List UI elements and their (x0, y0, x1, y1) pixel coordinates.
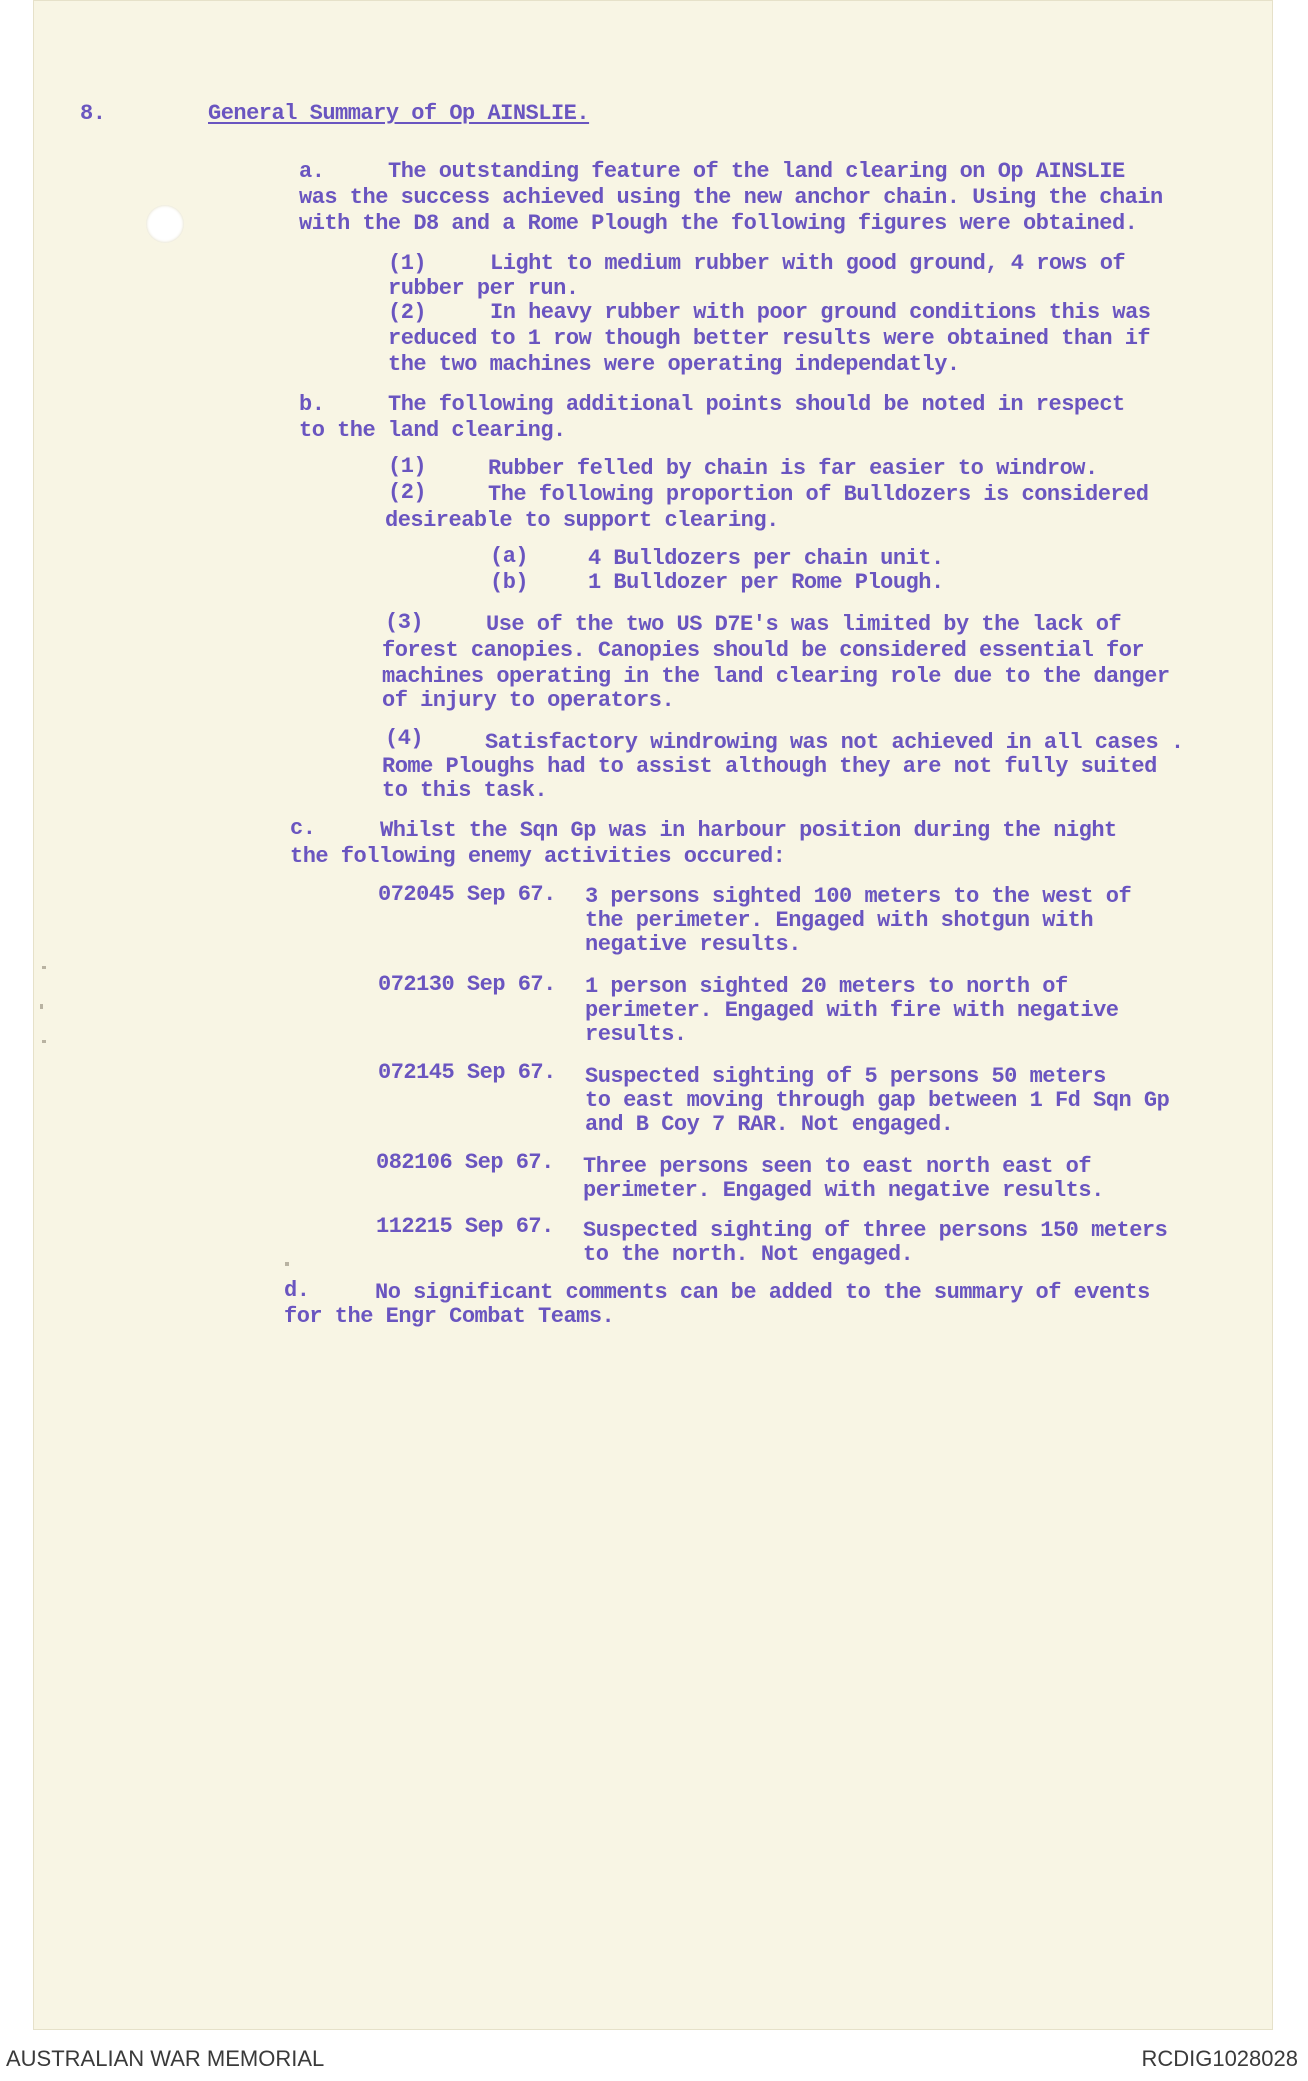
para-d-line: No significant comments can be added to the summary of events (375, 1280, 1150, 1305)
para-b-item-text: The following proportion of Bulldozers is considered (488, 482, 1149, 507)
para-a-item-number: (2) (388, 300, 427, 325)
paragraph-number: 8. (80, 101, 106, 126)
scan-speck (42, 966, 46, 969)
para-b-item-text: Use of the two US D7E's was limited by the lack of (486, 612, 1122, 637)
para-a-item-text: reduced to 1 row though better results were obtained than if (388, 326, 1151, 351)
para-b-line: The following additional points should be noted in respect (388, 392, 1125, 417)
event-text: and B Coy 7 RAR. Not engaged. (585, 1112, 954, 1137)
event-dtg: 072045 Sep 67. (378, 882, 556, 907)
event-text: negative results. (585, 932, 801, 957)
para-b-item-number: (4) (385, 726, 424, 751)
para-b-item-number: (3) (385, 610, 424, 635)
para-b-label: b. (299, 392, 325, 417)
event-dtg: 072145 Sep 67. (378, 1060, 556, 1085)
footer-reference: RCDIG1028028 (1141, 2046, 1298, 2071)
para-c-label: c. (290, 816, 316, 841)
event-dtg: 072130 Sep 67. (378, 972, 556, 997)
para-a-line: The outstanding feature of the land clearing on Op AINSLIE (388, 159, 1125, 184)
para-b-item-text: machines operating in the land clearing role due to the danger (382, 664, 1170, 689)
para-a-item-text: the two machines were operating independatly. (388, 352, 960, 377)
event-text: results. (585, 1022, 687, 1047)
para-a-item-number: (1) (388, 251, 427, 276)
event-text: to east moving through gap between 1 Fd Sqn Gp (585, 1088, 1170, 1113)
para-b-line: to the land clearing. (299, 418, 566, 443)
event-text: 3 persons sighted 100 meters to the west of (585, 884, 1132, 909)
punch-hole (146, 205, 184, 243)
para-b-item-text: of injury to operators. (382, 688, 675, 713)
scan-speck (285, 1262, 289, 1266)
para-b-item-number: (2) (388, 480, 427, 505)
para-b-item-text: Rubber felled by chain is far easier to windrow. (488, 456, 1098, 481)
para-b-item-text: Rome Ploughs had to assist although they are not fully suited (382, 754, 1157, 779)
event-text: perimeter. Engaged with fire with negative (585, 998, 1119, 1023)
footer-source: AUSTRALIAN WAR MEMORIAL (6, 2046, 325, 2071)
para-a-item-text: Light to medium rubber with good ground, 4 rows of (490, 251, 1126, 276)
para-b-subitem-letter: (b) (490, 570, 529, 595)
para-d-label: d. (284, 1278, 310, 1303)
event-text: Suspected sighting of 5 persons 50 meters (585, 1064, 1106, 1089)
para-b-subitem-text: 4 Bulldozers per chain unit. (588, 546, 944, 571)
event-text: to the north. Not engaged. (583, 1242, 914, 1267)
para-a-line: was the success achieved using the new anchor chain. Using the chain (299, 185, 1163, 210)
event-dtg: 082106 Sep 67. (376, 1150, 554, 1175)
para-b-subitem-letter: (a) (490, 544, 529, 569)
event-text: 1 person sighted 20 meters to north of (585, 974, 1068, 999)
scan-speck (40, 1004, 43, 1009)
event-text: Three persons seen to east north east of (583, 1154, 1092, 1179)
para-a-item-text: In heavy rubber with poor ground conditions this was (490, 300, 1151, 325)
para-b-item-text: to this task. (382, 778, 548, 803)
para-a-item-text: rubber per run. (388, 276, 579, 301)
event-dtg: 112215 Sep 67. (376, 1214, 554, 1239)
para-c-line: the following enemy activities occured: (290, 844, 786, 869)
para-b-subitem-text: 1 Bulldozer per Rome Plough. (588, 570, 944, 595)
para-b-item-number: (1) (388, 454, 427, 479)
para-b-item-text: Satisfactory windrowing was not achieved in all cases . (485, 730, 1184, 755)
event-text: the perimeter. Engaged with shotgun with (585, 908, 1094, 933)
event-text: Suspected sighting of three persons 150 meters (583, 1218, 1168, 1243)
section-heading: General Summary of Op AINSLIE. (208, 101, 590, 126)
para-c-line: Whilst the Sqn Gp was in harbour position during the night (380, 818, 1117, 843)
event-text: perimeter. Engaged with negative results. (583, 1178, 1104, 1203)
para-d-line: for the Engr Combat Teams. (284, 1304, 615, 1329)
para-a-line: with the D8 and a Rome Plough the following figures were obtained. (299, 211, 1138, 236)
scan-speck (42, 1040, 46, 1043)
para-b-item-text: desireable to support clearing. (385, 508, 779, 533)
para-a-label: a. (299, 159, 325, 184)
para-b-item-text: forest canopies. Canopies should be considered essential for (382, 638, 1145, 663)
